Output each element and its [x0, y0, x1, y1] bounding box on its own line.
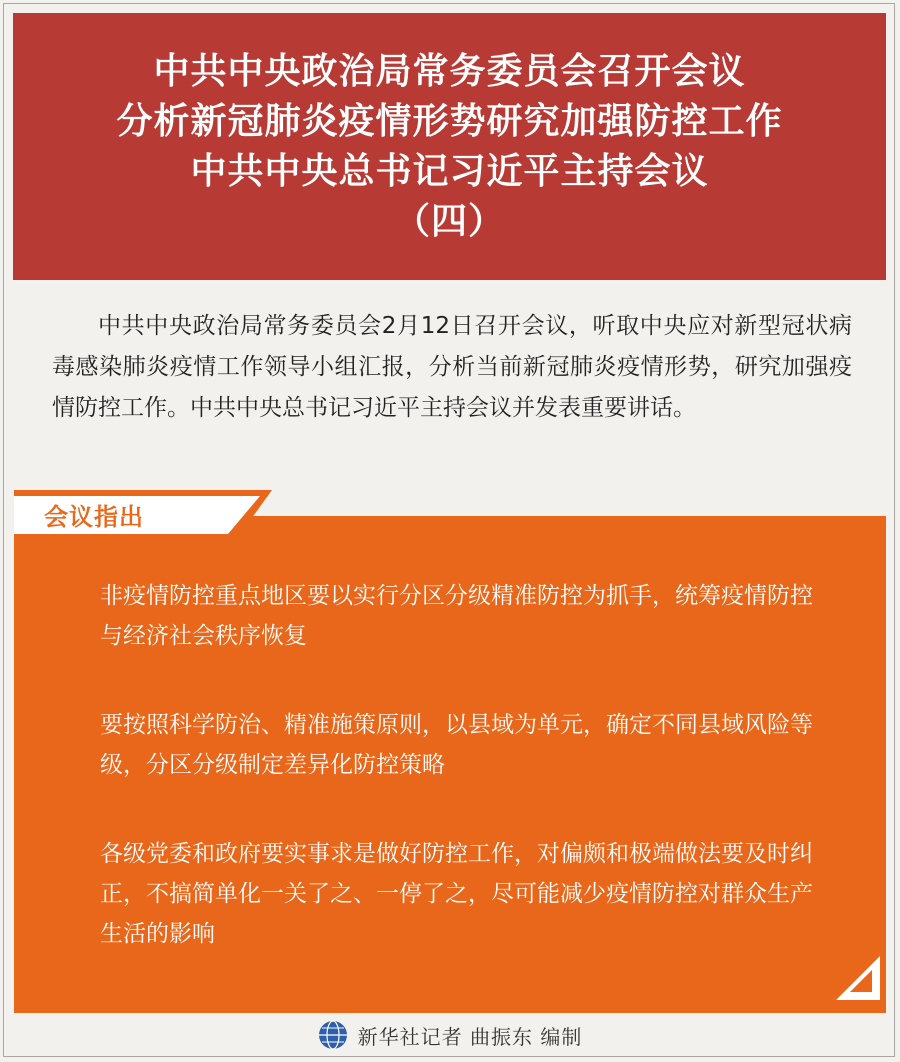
title-line-1: 中共中央政治局常务委员会召开会议: [153, 50, 746, 92]
title-banner: [13, 13, 886, 280]
point-item-3: 各级党委和政府要实事求是做好防控工作，对偏颇和极端做法要及时纠正，不搞简单化一关了之、一停了之，尽可能减少疫情防控对群众生产生活的影响: [100, 841, 813, 947]
title-line-4: （四）: [393, 200, 505, 242]
corner-triangle-icon: [836, 956, 880, 1000]
intro-paragraph: 中共中央政治局常务委员会2月12日召开会议，听取中央应对新型冠状病毒感染肺炎疫情工作领导小组汇报，分析当前新冠肺炎疫情形势，研究加强疫情防控工作。中共中央总书记习近平主持会议并发表重要讲话。: [52, 313, 852, 421]
footer-credit-text: 新华社记者 曲振东 编制: [357, 1024, 583, 1049]
point-item-1: 非疫情防控重点地区要以实行分区分级精准防控为抓手，统筹疫情防控与经济社会秩序恢复: [100, 583, 813, 649]
footer-credit: [0, 1017, 900, 1053]
xinhua-logo-icon: [318, 1020, 348, 1050]
point-item-2: 要按照科学防治、精准施策原则，以县域为单元，确定不同县域风险等级，分区分级制定差异化防控策略: [100, 712, 813, 778]
points-list: [100, 576, 820, 1003]
title-line-3: 中共中央总书记习近平主持会议: [190, 150, 709, 192]
title-line-2: 分析新冠肺炎疫情形势研究加强防控工作: [116, 100, 783, 142]
section-tag-label: 会议指出: [44, 503, 144, 531]
